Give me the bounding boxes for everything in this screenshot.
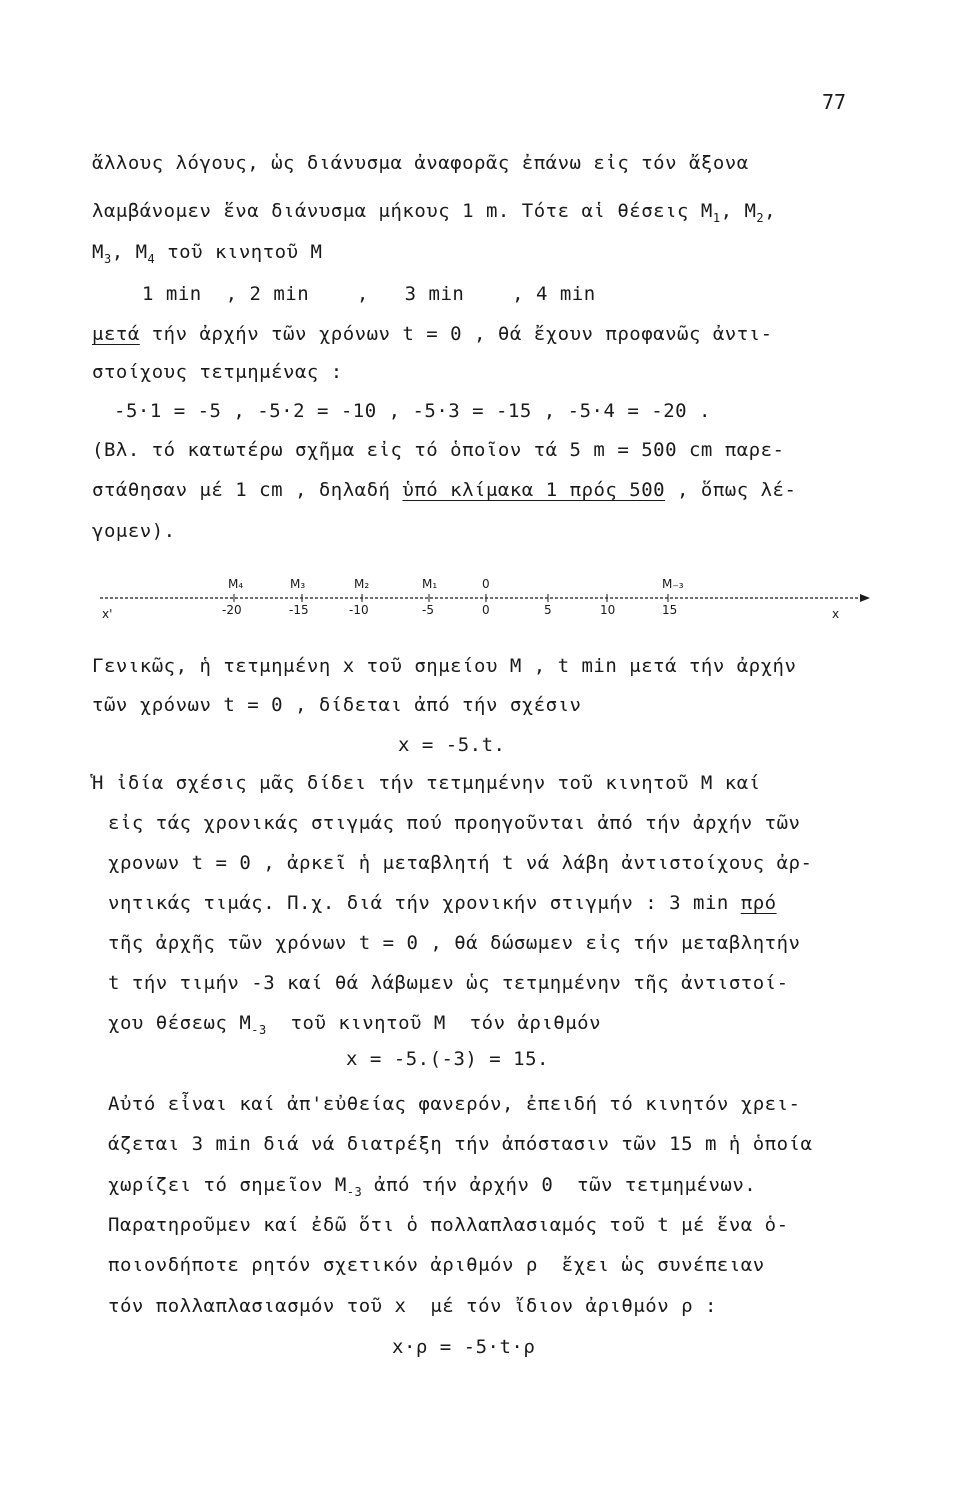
tick-label: 5 (544, 603, 552, 617)
point-label: 0 (482, 577, 490, 591)
number-line-svg (100, 570, 870, 630)
tick-label: -20 (222, 603, 242, 617)
axis-left-label: x' (102, 607, 113, 621)
axis-right-label: x (832, 607, 840, 621)
text-line-10: γομεν). (92, 520, 176, 542)
text-line-15: εἰς τάς χρονικάς στιγμάς πού προηγοῦνται ἀπό τήν ἀρχήν τῶν (108, 812, 801, 834)
point-label: M₋₃ (662, 577, 684, 591)
text-line-24: χωρίζει τό σημεῖον $M_{-3}$ ἀπό τήν ἀρχήν 0 τῶν τετμημένων. (108, 1174, 757, 1199)
point-label: M₂ (354, 577, 370, 591)
text-line-20: χου θέσεως $M_{-3}$ τοῦ κινητοῦ M τόν ἀριθμόν (108, 1012, 602, 1037)
text-line-25: Παρατηροῦμεν καί ἐδῶ ὅτι ὁ πολλαπλασιαμός τοῦ t μέ ἕνα ὁ- (108, 1214, 789, 1236)
tick-label: -10 (349, 603, 369, 617)
text-line-3: $M_3$, $M_4$ τοῦ κινητοῦ M (92, 241, 323, 266)
text-line-17: νητικάς τιμάς. Π.χ. διά τήν χρονικήν στιγμήν : 3 min πρό (108, 892, 777, 914)
page-number: 77 (822, 90, 847, 114)
text-line-2: λαμβάνομεν ἕνα διάνυσμα μήκους 1 m. Τότε αἱ θέσεις $M_1$, $M_2$, (92, 200, 777, 225)
text-line-22: Αὐτό εἶναι καί ἀπ'εὐθείας φανερόν, ἐπειδή τό κινητόν χρει- (108, 1093, 801, 1115)
text-line-9: στάθησαν μέ 1 cm , δηλαδή ὑπό κλίμακα 1 πρός 500 , ὅπως λέ- (92, 479, 797, 501)
tick-label: -15 (289, 603, 309, 617)
text-line-19: t τήν τιμήν -3 καί θά λάβωμεν ὡς τετμημένην τῆς ἀντιστοί- (108, 972, 789, 994)
text-line-26: ποιονδήποτε ρητόν σχετικόν ἀριθμόν ρ ἔχει ὡς συνέπειαν (108, 1254, 765, 1276)
axis-arrow (860, 594, 870, 602)
formula-line-3: x·ρ = -5·t·ρ (392, 1336, 536, 1358)
tick-label: 0 (482, 603, 490, 617)
text-line-18: τῆς ἀρχῆς τῶν χρόνων t = 0 , θά δώσωμεν εἰς τήν μεταβλητήν (108, 932, 801, 954)
formula-line-1: x = -5.t. (398, 734, 506, 756)
point-label: M₃ (290, 577, 306, 591)
text-line-11: Γενικῶς, ἡ τετμημένη x τοῦ σημείου M , t min μετά τήν ἀρχήν (92, 655, 797, 677)
tick-label: 10 (600, 603, 616, 617)
text-line-12: τῶν χρόνων t = 0 , δίδεται ἀπό τήν σχέσιν (92, 694, 582, 716)
text-line-4: 1 min , 2 min , 3 min , 4 min (142, 283, 596, 305)
point-label: M₄ (228, 577, 244, 591)
tick-label: 15 (662, 603, 678, 617)
text-line-16: χρονων t = 0 , ἀρκεῖ ἡ μεταβλητή t νά λάβη ἀντιστοίχους ἀρ- (108, 852, 813, 874)
text-line-1: ἄλλους λόγους, ὡς διάνυσμα ἀναφορᾶς ἐπάνω εἰς τόν ἄξονα (92, 152, 749, 174)
text-line-14: Ἡ ἰδία σχέσις μᾶς δίδει τήν τετμημένην τοῦ κινητοῦ M καί (92, 772, 761, 794)
text-line-8: (Βλ. τό κατωτέρω σχῆμα εἰς τό ὁποῖον τά 5 m = 500 cm παρε- (92, 439, 785, 461)
text-line-5: μετά τήν ἀρχήν τῶν χρόνων t = 0 , θά ἔχουν προφανῶς ἀντι- (92, 323, 773, 345)
tick-label: -5 (422, 603, 434, 617)
text-line-6: στοίχους τετμημένας : (92, 361, 343, 383)
text-line-7: -5·1 = -5 , -5·2 = -10 , -5·3 = -15 , -5·4 = -20 . (114, 400, 711, 422)
text-line-27: τόν πολλαπλασιασμόν τοῦ x μέ τόν ἴδιον ἀριθμόν ρ : (108, 1295, 717, 1317)
point-label: M₁ (422, 577, 438, 591)
number-line-figure (100, 570, 870, 630)
formula-line-2: x = -5.(-3) = 15. (346, 1048, 549, 1070)
text-line-23: άζεται 3 min διά νά διατρέξη τήν ἀπόστασιν τῶν 15 m ἡ ὁποία (108, 1133, 813, 1155)
